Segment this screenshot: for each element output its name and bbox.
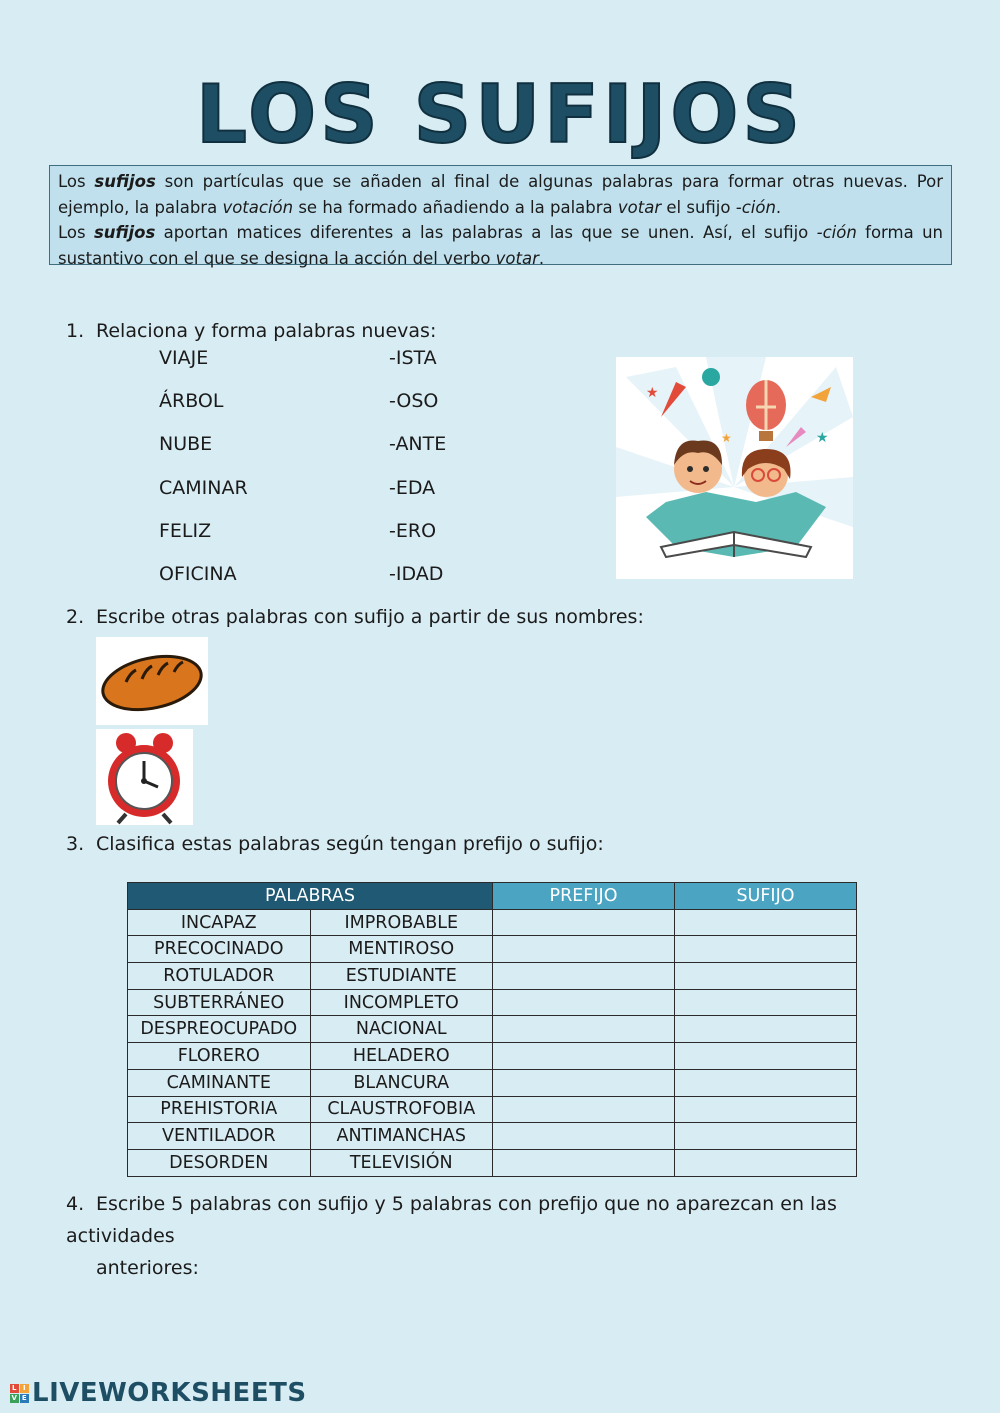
prefix-answer-cell[interactable] xyxy=(493,1016,675,1043)
question-3-number: 3. xyxy=(66,833,85,855)
prefix-answer-cell[interactable] xyxy=(493,1096,675,1123)
word-cell: DESORDEN xyxy=(128,1149,311,1176)
word-cell: FLORERO xyxy=(128,1043,311,1070)
base-word[interactable]: OFICINA xyxy=(159,563,237,585)
intro-paragraph-2: Los sufijos aportan matices diferentes a las palabras a las que se unen. Así, el sufijo -ción forma un sustantivo con el que se designa la acción del verbo votar. xyxy=(58,223,943,268)
suffix-option[interactable]: -OSO xyxy=(389,390,439,413)
suffix-answer-cell[interactable] xyxy=(675,1096,857,1123)
table-row xyxy=(128,1069,857,1096)
suffix-answer-cell[interactable] xyxy=(675,1043,857,1070)
logo-text: LIVEWORKSHEETS xyxy=(32,1378,307,1408)
word-cell: TELEVISIÓN xyxy=(310,1149,493,1176)
table-row xyxy=(128,1043,857,1070)
word-cell: BLANCURA xyxy=(310,1069,493,1096)
prefix-answer-cell[interactable] xyxy=(493,1069,675,1096)
word-cell: CAMINANTE xyxy=(128,1069,311,1096)
suffix-answer-cell[interactable] xyxy=(675,1149,857,1176)
table-row xyxy=(128,963,857,990)
suffix-answer-cell[interactable] xyxy=(675,963,857,990)
suffix-option[interactable]: -ERO xyxy=(389,519,437,542)
svg-text:★: ★ xyxy=(816,430,829,446)
prefix-answer-cell[interactable] xyxy=(493,989,675,1016)
table-row xyxy=(128,909,857,936)
word-cell: PRECOCINADO xyxy=(128,936,311,963)
question-2-text: Escribe otras palabras con sufijo a partir de sus nombres: xyxy=(96,606,644,628)
prefix-answer-cell[interactable] xyxy=(493,936,675,963)
word-cell: IMPROBABLE xyxy=(310,909,493,936)
page-title: LOS SUFIJOS xyxy=(196,68,804,161)
classification-table xyxy=(127,882,857,1177)
base-word[interactable]: FELIZ xyxy=(159,519,212,542)
suffix-answer-cell[interactable] xyxy=(675,1069,857,1096)
question-4-line-2: anteriores: xyxy=(96,1257,199,1279)
table-row xyxy=(128,989,857,1016)
question-4 xyxy=(66,1188,946,1284)
question-3 xyxy=(66,833,604,855)
header-palabras: PALABRAS xyxy=(128,883,493,910)
word-cell: PREHISTORIA xyxy=(128,1096,311,1123)
kids-reading-illustration xyxy=(616,357,853,579)
question-2-number: 2. xyxy=(66,606,85,628)
word-cell: SUBTERRÁNEO xyxy=(128,989,311,1016)
svg-text:★: ★ xyxy=(646,385,659,401)
word-cell: VENTILADOR xyxy=(128,1123,311,1150)
suffix-option[interactable]: -IDAD xyxy=(389,563,444,585)
base-word[interactable]: NUBE xyxy=(159,433,213,456)
intro-box xyxy=(49,165,952,268)
logo-mark-icon: L I V E xyxy=(11,1383,28,1402)
suffix-answer-cell[interactable] xyxy=(675,936,857,963)
prefix-answer-cell[interactable] xyxy=(493,909,675,936)
question-2 xyxy=(66,606,644,628)
question-1-number: 1. xyxy=(66,320,85,342)
intro-paragraph-1: Los sufijos son partículas que se añaden al final de algunas palabras para formar otras nuevas. Por ejemplo, la palabra votación se ha formado añadiendo a la palabra votar el sufijo -ción. xyxy=(58,172,943,217)
table-row xyxy=(128,936,857,963)
table-row xyxy=(128,1016,857,1043)
liveworksheets-logo[interactable] xyxy=(10,1378,307,1408)
suffix-answer-cell[interactable] xyxy=(675,1016,857,1043)
word-cell: ANTIMANCHAS xyxy=(310,1123,493,1150)
question-4-line-1: Escribe 5 palabras con sufijo y 5 palabras con prefijo que no aparezcan en las actividades xyxy=(66,1193,837,1247)
word-cell: NACIONAL xyxy=(310,1016,493,1043)
base-word[interactable]: VIAJE xyxy=(159,347,209,369)
suffix-answer-cell[interactable] xyxy=(675,909,857,936)
word-cell: CLAUSTROFOBIA xyxy=(310,1096,493,1123)
suffix-answer-cell[interactable] xyxy=(675,1123,857,1150)
base-word[interactable]: CAMINAR xyxy=(159,476,248,499)
prefix-answer-cell[interactable] xyxy=(493,963,675,990)
table-row xyxy=(128,1096,857,1123)
question-4-number: 4. xyxy=(66,1193,85,1215)
word-cell: DESPREOCUPADO xyxy=(128,1016,311,1043)
prefix-answer-cell[interactable] xyxy=(493,1123,675,1150)
svg-text:★: ★ xyxy=(721,431,732,445)
question-1-text: Relaciona y forma palabras nuevas: xyxy=(96,320,437,342)
suffix-answer-cell[interactable] xyxy=(675,989,857,1016)
alarm-clock-image xyxy=(96,729,193,825)
header-prefijo: PREFIJO xyxy=(493,883,675,910)
question-3-text: Clasifica estas palabras según tengan prefijo o sufijo: xyxy=(96,833,604,855)
header-sufijo: SUFIJO xyxy=(675,883,857,910)
question-1 xyxy=(66,320,436,342)
table-row xyxy=(128,1123,857,1150)
word-cell: HELADERO xyxy=(310,1043,493,1070)
word-cell: INCOMPLETO xyxy=(310,989,493,1016)
prefix-answer-cell[interactable] xyxy=(493,1043,675,1070)
bread-image xyxy=(96,637,208,725)
suffix-option[interactable]: -ISTA xyxy=(389,347,437,369)
word-cell: MENTIROSO xyxy=(310,936,493,963)
prefix-answer-cell[interactable] xyxy=(493,1149,675,1176)
suffix-option[interactable]: -ANTE xyxy=(389,433,447,456)
word-cell: ROTULADOR xyxy=(128,963,311,990)
word-cell: INCAPAZ xyxy=(128,909,311,936)
suffix-option[interactable]: -EDA xyxy=(389,476,436,499)
base-word[interactable]: ÁRBOL xyxy=(159,390,224,413)
word-cell: ESTUDIANTE xyxy=(310,963,493,990)
table-row xyxy=(128,1149,857,1176)
